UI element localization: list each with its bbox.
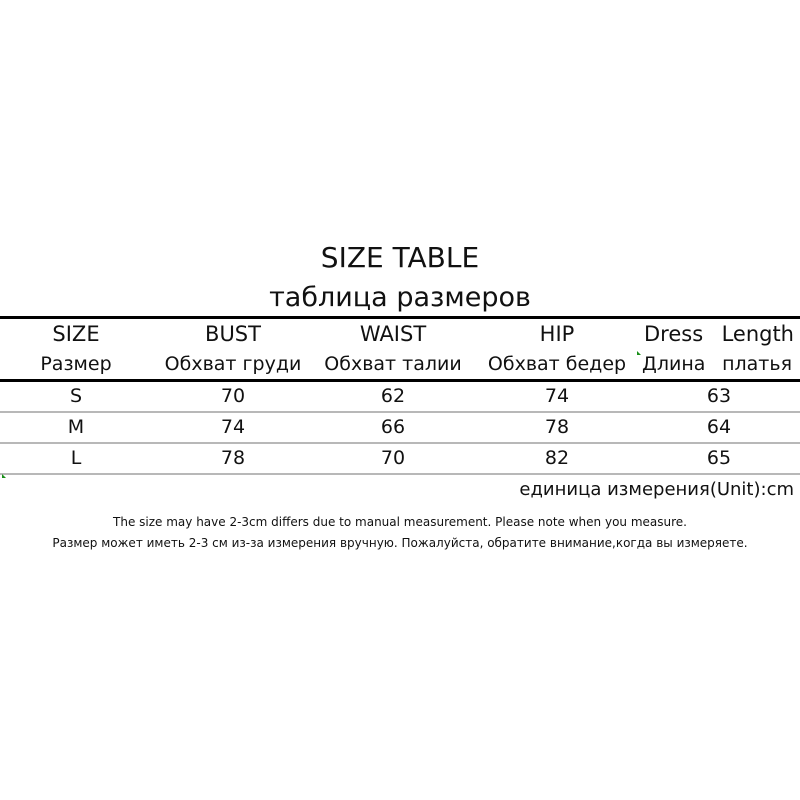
table-row: [0, 382, 800, 411]
row-waist: 66: [380, 416, 406, 438]
row-size: S: [69, 385, 83, 407]
row-bust: 74: [220, 416, 246, 438]
header-dress: Dress: [644, 322, 704, 346]
header-waist: WAIST: [359, 322, 427, 346]
header-size: SIZE: [52, 322, 100, 346]
row-hip: 78: [544, 416, 570, 438]
size-table-title: SIZE TABLE: [320, 241, 480, 274]
row-size: M: [67, 416, 85, 438]
measurement-note-ru: Размер может иметь 2-3 см из-за измерения вручную. Пожалуйста, обратите внимание,когда вы измеряете.: [52, 536, 748, 550]
size-table: [0, 316, 800, 475]
header-dress-length-ru: [638, 349, 800, 379]
unit-label: единица измерения(Unit):cm: [519, 479, 794, 500]
row-waist: 62: [380, 385, 406, 407]
table-row: [0, 413, 800, 442]
header-hip: HIP: [539, 322, 575, 346]
table-bottom-rule: [0, 473, 800, 475]
row-length: 65: [706, 447, 732, 469]
header-row-ru: [0, 349, 800, 379]
row-hip: 74: [544, 385, 570, 407]
row-waist: 70: [380, 447, 406, 469]
row-bust: 78: [220, 447, 246, 469]
header-bust-ru: Обхват груди: [164, 353, 302, 375]
measurement-note-en: The size may have 2-3cm differs due to manual measurement. Please note when you measure.: [113, 515, 687, 529]
row-bust: 70: [220, 385, 246, 407]
header-hip-ru: Обхват бедер: [487, 353, 627, 375]
header-row-en: [0, 319, 800, 349]
header-bust: BUST: [205, 322, 261, 346]
row-hip: 82: [544, 447, 570, 469]
row-length: 63: [706, 385, 732, 407]
header-dress-ru: Длина: [642, 353, 706, 375]
row-size: L: [70, 447, 82, 469]
header-dress-length: [638, 319, 800, 349]
header-length: Length: [721, 322, 794, 346]
table-row: [0, 444, 800, 473]
corner-mark-icon: [2, 474, 6, 478]
header-waist-ru: Обхват талии: [324, 353, 462, 375]
header-length-ru: платья: [722, 353, 792, 375]
size-table-subtitle: таблица размеров: [269, 282, 531, 313]
row-length: 64: [706, 416, 732, 438]
header-size-ru: Размер: [40, 353, 112, 375]
